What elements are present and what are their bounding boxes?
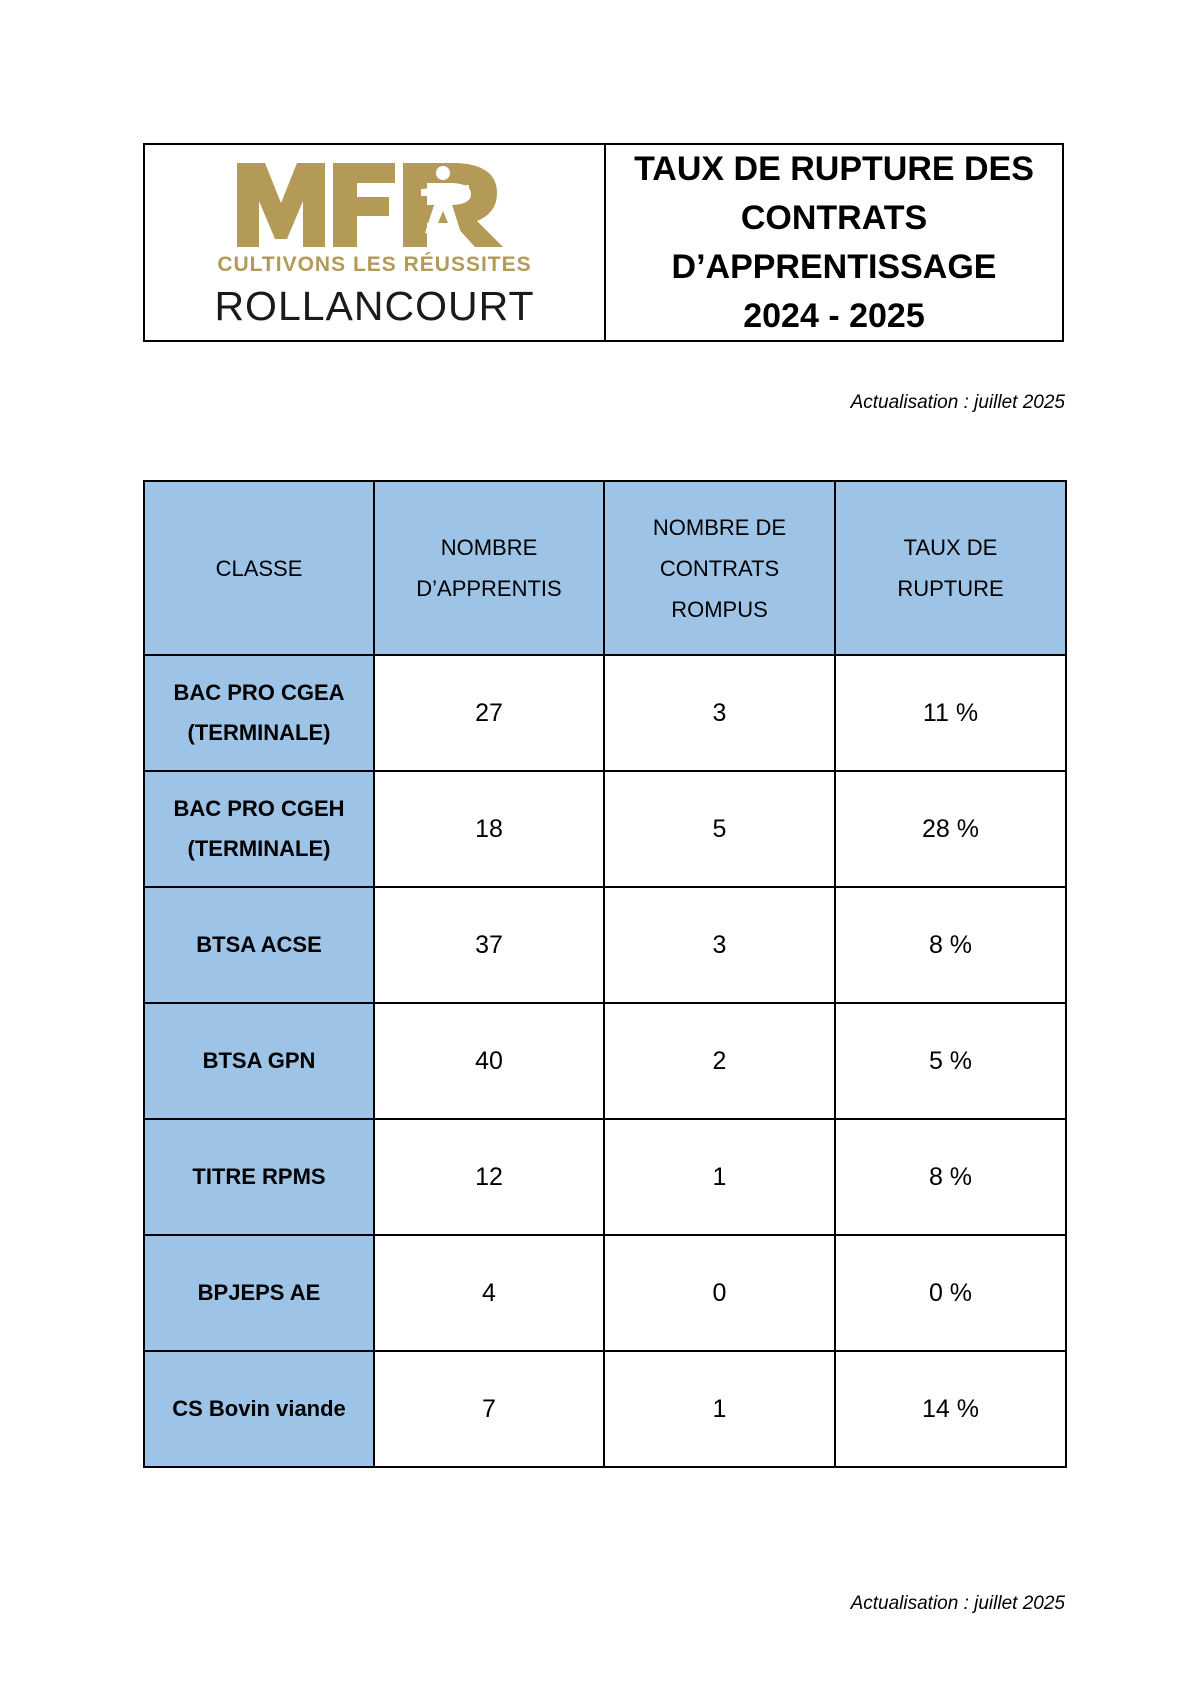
taux-cell: 28 % <box>835 771 1066 887</box>
mfr-logo <box>235 159 515 249</box>
logo-tagline: CULTIVONS LES RÉUSSITES <box>217 253 532 276</box>
rompus-cell: 3 <box>604 655 835 771</box>
table-row <box>144 1235 1066 1351</box>
table-row <box>144 1003 1066 1119</box>
apprentis-cell: 4 <box>374 1235 604 1351</box>
taux-cell: 8 % <box>835 1119 1066 1235</box>
rompus-cell: 1 <box>604 1351 835 1467</box>
taux-cell: 11 % <box>835 655 1066 771</box>
header-box <box>143 143 1064 342</box>
taux-cell: 14 % <box>835 1351 1066 1467</box>
table-row <box>144 771 1066 887</box>
title-line: 2024 - 2025 <box>743 296 925 335</box>
update-note-bottom: Actualisation : juillet 2025 <box>850 1593 1065 1614</box>
taux-cell: 5 % <box>835 1003 1066 1119</box>
taux-cell: 8 % <box>835 887 1066 1003</box>
apprentis-cell: 27 <box>374 655 604 771</box>
table-row <box>144 1351 1066 1467</box>
class-cell: BAC PRO CGEH (TERMINALE) <box>144 771 374 887</box>
update-note-top: Actualisation : juillet 2025 <box>850 392 1065 413</box>
class-cell: TITRE RPMS <box>144 1119 374 1235</box>
rompus-cell: 3 <box>604 887 835 1003</box>
title-line: D’APPRENTISSAGE <box>671 247 997 286</box>
table-row <box>144 887 1066 1003</box>
table-row <box>144 1119 1066 1235</box>
apprentis-cell: 12 <box>374 1119 604 1235</box>
rupture-rate-table <box>143 480 1067 1468</box>
table-header-row <box>144 481 1066 655</box>
logo-cell <box>145 145 606 340</box>
header-classe: CLASSE <box>144 481 374 655</box>
apprentis-cell: 37 <box>374 887 604 1003</box>
class-cell: BTSA GPN <box>144 1003 374 1119</box>
title-line: CONTRATS <box>740 198 928 237</box>
rompus-cell: 1 <box>604 1119 835 1235</box>
rompus-cell: 5 <box>604 771 835 887</box>
taux-cell: 0 % <box>835 1235 1066 1351</box>
apprentis-cell: 40 <box>374 1003 604 1119</box>
document-title <box>634 145 1034 341</box>
class-cell: BAC PRO CGEA (TERMINALE) <box>144 655 374 771</box>
header-nombre-apprentis: NOMBRE D’APPRENTIS <box>374 481 604 655</box>
rompus-cell: 0 <box>604 1235 835 1351</box>
header-taux-rupture: TAUX DE RUPTURE <box>835 481 1066 655</box>
apprentis-cell: 7 <box>374 1351 604 1467</box>
apprentis-cell: 18 <box>374 771 604 887</box>
title-cell <box>606 145 1062 340</box>
header-contrats-rompus: NOMBRE DE CONTRATS ROMPUS <box>604 481 835 655</box>
title-line: TAUX DE RUPTURE DES <box>634 149 1034 188</box>
class-cell: CS Bovin viande <box>144 1351 374 1467</box>
site-name: ROLLANCOURT <box>214 283 535 329</box>
class-cell: BTSA ACSE <box>144 887 374 1003</box>
rompus-cell: 2 <box>604 1003 835 1119</box>
table-row <box>144 655 1066 771</box>
class-cell: BPJEPS AE <box>144 1235 374 1351</box>
